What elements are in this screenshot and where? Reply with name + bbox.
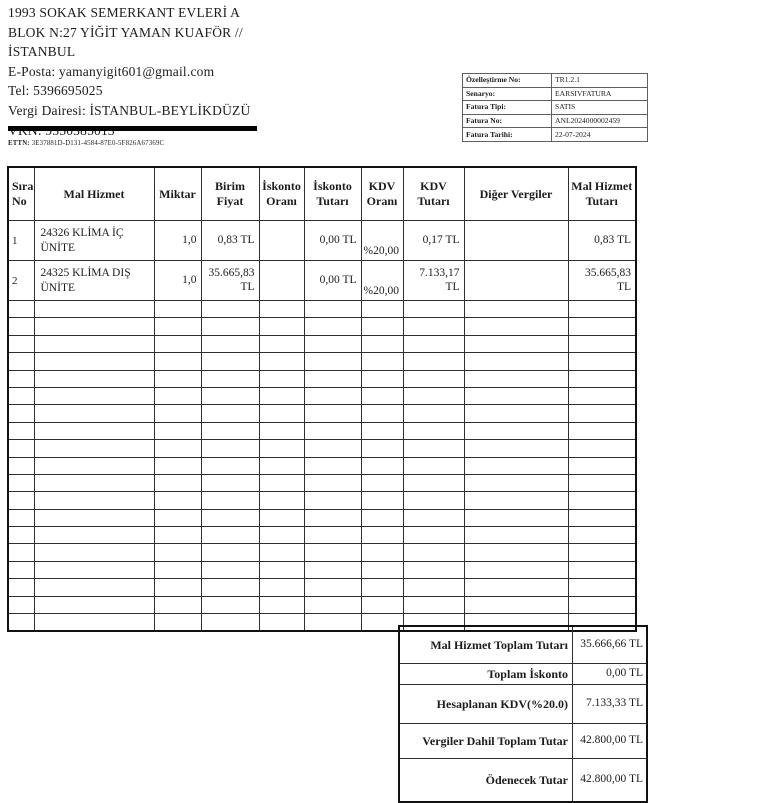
empty-cell: [259, 509, 304, 526]
empty-cell: [361, 474, 403, 491]
empty-item-row: [8, 353, 636, 370]
empty-cell: [464, 301, 568, 318]
info-label-fatura-tipi: Fatura Tipi:: [463, 101, 552, 115]
items-table: [7, 166, 637, 632]
empty-cell: [34, 544, 154, 561]
header-mal-hizmet: Mal Hizmet: [34, 167, 154, 221]
empty-item-row: [8, 492, 636, 509]
empty-cell: [361, 335, 403, 352]
total-label-hesaplanan-kdv: Hesaplanan KDV(%20.0): [399, 685, 573, 724]
empty-cell: [464, 596, 568, 613]
empty-cell: [154, 544, 201, 561]
empty-cell: [568, 474, 636, 491]
info-label-fatura-tarihi: Fatura Tarihi:: [463, 128, 552, 142]
empty-cell: [403, 353, 464, 370]
empty-cell: [361, 387, 403, 404]
header-mal-hizmet-tutari: Mal Hizmet Tutarı: [568, 167, 636, 221]
empty-cell: [403, 405, 464, 422]
separator-bar: [8, 126, 257, 131]
empty-cell: [403, 318, 464, 335]
empty-cell: [403, 492, 464, 509]
empty-cell: [201, 561, 259, 578]
info-value-fatura-tarihi: 22-07-2024: [552, 128, 648, 142]
totals-table: [398, 625, 648, 803]
empty-cell: [154, 614, 201, 632]
empty-cell: [201, 422, 259, 439]
info-label-senaryo: Senaryo:: [463, 87, 552, 101]
items-table-body: [8, 221, 636, 301]
empty-cell: [259, 405, 304, 422]
empty-cell: [568, 544, 636, 561]
empty-cell: [154, 457, 201, 474]
empty-cell: [403, 370, 464, 387]
empty-cell: [259, 335, 304, 352]
empty-cell: [154, 561, 201, 578]
empty-cell: [568, 527, 636, 544]
empty-cell: [568, 405, 636, 422]
empty-cell: [34, 527, 154, 544]
item-row-2: [8, 261, 636, 301]
empty-cell: [201, 596, 259, 613]
empty-cell: [201, 353, 259, 370]
empty-item-row: [8, 387, 636, 404]
empty-cell: [8, 457, 34, 474]
empty-cell: [8, 527, 34, 544]
empty-cell: [304, 335, 361, 352]
empty-cell: [304, 474, 361, 491]
empty-cell: [8, 301, 34, 318]
empty-cell: [154, 318, 201, 335]
empty-cell: [304, 596, 361, 613]
empty-cell: [304, 544, 361, 561]
empty-item-row: [8, 474, 636, 491]
empty-cell: [304, 492, 361, 509]
empty-cell: [201, 492, 259, 509]
empty-cell: [403, 527, 464, 544]
info-value-fatura-no: ANL2024000002459: [552, 114, 648, 128]
cell-iskonto-orani: [259, 221, 304, 261]
empty-item-row: [8, 509, 636, 526]
empty-cell: [34, 405, 154, 422]
cell-sira: 1: [8, 221, 34, 261]
empty-cell: [568, 318, 636, 335]
empty-cell: [361, 527, 403, 544]
empty-cell: [259, 561, 304, 578]
empty-cell: [464, 579, 568, 596]
empty-item-row: [8, 527, 636, 544]
empty-cell: [259, 387, 304, 404]
empty-cell: [34, 596, 154, 613]
seller-address-block: [8, 3, 308, 140]
empty-cell: [464, 457, 568, 474]
cell-birim-fiyat: 0,83 TL: [201, 221, 259, 261]
cell-kdv-tutari: 7.133,17 TL: [403, 261, 464, 301]
empty-cell: [464, 422, 568, 439]
empty-cell: [259, 474, 304, 491]
empty-cell: [568, 422, 636, 439]
empty-item-row: [8, 544, 636, 561]
invoice-info-row: [463, 101, 648, 115]
empty-cell: [304, 387, 361, 404]
empty-cell: [34, 440, 154, 457]
seller-tax-office: Vergi Dairesi: İSTANBUL-BEYLİKDÜZÜ: [8, 102, 251, 118]
seller-email: E-Posta: yamanyigit601@gmail.com: [8, 63, 215, 79]
header-iskonto-orani: İskonto Oranı: [259, 167, 304, 221]
empty-cell: [8, 405, 34, 422]
invoice-info-row: [463, 128, 648, 142]
empty-cell: [259, 492, 304, 509]
empty-cell: [34, 422, 154, 439]
empty-cell: [304, 318, 361, 335]
empty-cell: [201, 579, 259, 596]
empty-cell: [259, 579, 304, 596]
header-sira-no: Sıra No: [8, 167, 34, 221]
empty-cell: [403, 596, 464, 613]
empty-cell: [154, 527, 201, 544]
empty-cell: [259, 301, 304, 318]
empty-cell: [154, 387, 201, 404]
empty-cell: [154, 422, 201, 439]
empty-cell: [568, 335, 636, 352]
ettn-line: [8, 140, 164, 147]
empty-cell: [304, 509, 361, 526]
empty-cell: [568, 561, 636, 578]
empty-cell: [34, 614, 154, 632]
header-miktar: Miktar: [154, 167, 201, 221]
empty-cell: [464, 492, 568, 509]
empty-cell: [154, 440, 201, 457]
empty-cell: [568, 440, 636, 457]
empty-cell: [304, 405, 361, 422]
total-value-hesaplanan-kdv: 7.133,33 TL: [573, 685, 648, 724]
empty-item-row: [8, 301, 636, 318]
empty-cell: [568, 509, 636, 526]
empty-cell: [154, 492, 201, 509]
empty-cell: [154, 370, 201, 387]
cell-miktar: 1,0: [154, 261, 201, 301]
cell-mal-hizmet: 24325 KLİMA DIŞ ÜNİTE: [34, 261, 154, 301]
empty-cell: [361, 301, 403, 318]
empty-cell: [361, 440, 403, 457]
empty-cell: [201, 614, 259, 632]
info-label-ozellestirme-no: Özelleştirme No:: [463, 74, 552, 88]
cell-kdv-tutari: 0,17 TL: [403, 221, 464, 261]
empty-cell: [304, 353, 361, 370]
empty-cell: [361, 614, 403, 632]
cell-kdv-orani: %20,00: [361, 221, 403, 261]
empty-cell: [361, 561, 403, 578]
empty-cell: [154, 474, 201, 491]
empty-cell: [361, 353, 403, 370]
empty-cell: [403, 509, 464, 526]
invoice-info-row: [463, 87, 648, 101]
empty-cell: [154, 353, 201, 370]
empty-cell: [361, 509, 403, 526]
empty-cell: [201, 527, 259, 544]
empty-cell: [259, 596, 304, 613]
empty-cell: [201, 301, 259, 318]
empty-cell: [8, 492, 34, 509]
total-value-vergiler-dahil-toplam: 42.800,00 TL: [573, 724, 648, 759]
empty-cell: [464, 353, 568, 370]
cell-mal-hizmet: 24326 KLİMA İÇ ÜNİTE: [34, 221, 154, 261]
empty-cell: [34, 492, 154, 509]
empty-cell: [34, 579, 154, 596]
empty-cell: [403, 457, 464, 474]
empty-cell: [403, 474, 464, 491]
totals-row: [399, 664, 647, 685]
empty-cell: [34, 318, 154, 335]
empty-cell: [304, 614, 361, 632]
empty-cell: [464, 527, 568, 544]
total-label-odenecek-tutar: Ödenecek Tutar: [399, 759, 573, 803]
header-kdv-orani: KDV Oranı: [361, 167, 403, 221]
totals-row: [399, 626, 647, 664]
cell-iskonto-tutari: 0,00 TL: [304, 261, 361, 301]
empty-cell: [201, 509, 259, 526]
empty-cell: [34, 474, 154, 491]
empty-cell: [259, 422, 304, 439]
empty-cell: [8, 579, 34, 596]
empty-cell: [304, 579, 361, 596]
empty-cell: [304, 561, 361, 578]
empty-cell: [201, 335, 259, 352]
empty-cell: [304, 370, 361, 387]
empty-cell: [201, 474, 259, 491]
empty-cell: [259, 440, 304, 457]
seller-phone: Tel: 5396695025: [8, 83, 103, 99]
empty-item-row: [8, 370, 636, 387]
empty-cell: [201, 405, 259, 422]
empty-cell: [361, 318, 403, 335]
empty-cell: [8, 544, 34, 561]
empty-cell: [464, 474, 568, 491]
empty-cell: [403, 335, 464, 352]
empty-cell: [154, 579, 201, 596]
empty-cell: [8, 474, 34, 491]
empty-cell: [259, 318, 304, 335]
cell-kdv-orani: %20,00: [361, 261, 403, 301]
empty-cell: [259, 614, 304, 632]
empty-cell: [8, 335, 34, 352]
empty-cell: [201, 544, 259, 561]
empty-cell: [568, 457, 636, 474]
total-label-mal-hizmet-toplam: Mal Hizmet Toplam Tutarı: [399, 626, 573, 664]
total-value-mal-hizmet-toplam: 35.666,66 TL: [573, 626, 648, 664]
empty-cell: [464, 509, 568, 526]
total-label-vergiler-dahil-toplam: Vergiler Dahil Toplam Tutar: [399, 724, 573, 759]
totals-row: [399, 759, 647, 803]
empty-cell: [403, 301, 464, 318]
cell-mal-hizmet-tutari: 35.665,83 TL: [568, 261, 636, 301]
empty-cell: [154, 301, 201, 318]
empty-cell: [34, 509, 154, 526]
empty-cell: [568, 387, 636, 404]
empty-cell: [403, 422, 464, 439]
header-birim-fiyat: Birim Fiyat: [201, 167, 259, 221]
empty-cell: [403, 387, 464, 404]
empty-cell: [361, 596, 403, 613]
empty-cell: [568, 353, 636, 370]
ettn-value: 3E37881D-D131-4584-87E0-5F826A67369C: [31, 140, 165, 147]
invoice-info-row: [463, 114, 648, 128]
invoice-info-row: [463, 74, 648, 88]
empty-cell: [34, 387, 154, 404]
empty-cell: [34, 335, 154, 352]
empty-cell: [361, 370, 403, 387]
info-value-fatura-tipi: SATIS: [552, 101, 648, 115]
empty-cell: [361, 544, 403, 561]
empty-cell: [568, 492, 636, 509]
empty-cell: [201, 318, 259, 335]
empty-cell: [259, 370, 304, 387]
items-table-empty-rows: [8, 301, 636, 632]
header-iskonto-tutari: İskonto Tutarı: [304, 167, 361, 221]
empty-cell: [464, 405, 568, 422]
empty-cell: [403, 544, 464, 561]
empty-cell: [154, 596, 201, 613]
empty-cell: [361, 457, 403, 474]
empty-cell: [403, 579, 464, 596]
empty-cell: [201, 457, 259, 474]
header-diger-vergiler: Diğer Vergiler: [464, 167, 568, 221]
cell-sira: 2: [8, 261, 34, 301]
total-value-odenecek-tutar: 42.800,00 TL: [573, 759, 648, 803]
cell-diger-vergiler: [464, 221, 568, 261]
items-header-row: [8, 167, 636, 221]
item-row-1: [8, 221, 636, 261]
empty-cell: [8, 318, 34, 335]
total-label-toplam-iskonto: Toplam İskonto: [399, 664, 573, 685]
empty-item-row: [8, 422, 636, 439]
empty-cell: [8, 422, 34, 439]
empty-cell: [8, 509, 34, 526]
empty-cell: [8, 353, 34, 370]
empty-item-row: [8, 579, 636, 596]
empty-cell: [8, 440, 34, 457]
empty-cell: [464, 318, 568, 335]
empty-cell: [8, 387, 34, 404]
empty-cell: [568, 579, 636, 596]
empty-cell: [259, 527, 304, 544]
empty-cell: [361, 579, 403, 596]
empty-cell: [464, 561, 568, 578]
empty-cell: [304, 440, 361, 457]
totals-row: [399, 724, 647, 759]
empty-cell: [464, 370, 568, 387]
empty-cell: [304, 527, 361, 544]
empty-cell: [464, 387, 568, 404]
empty-item-row: [8, 405, 636, 422]
info-value-ozellestirme-no: TR1.2.1: [552, 74, 648, 88]
ettn-label: ETTN:: [8, 140, 30, 147]
empty-item-row: [8, 596, 636, 613]
cell-diger-vergiler: [464, 261, 568, 301]
info-value-senaryo: EARSIVFATURA: [552, 87, 648, 101]
empty-cell: [464, 544, 568, 561]
cell-iskonto-tutari: 0,00 TL: [304, 221, 361, 261]
empty-item-row: [8, 440, 636, 457]
empty-cell: [34, 301, 154, 318]
empty-cell: [201, 370, 259, 387]
empty-cell: [304, 422, 361, 439]
seller-address-line-3: İSTANBUL: [8, 44, 76, 60]
empty-cell: [259, 353, 304, 370]
empty-cell: [464, 440, 568, 457]
empty-cell: [8, 614, 34, 632]
empty-cell: [568, 596, 636, 613]
empty-item-row: [8, 335, 636, 352]
empty-cell: [568, 301, 636, 318]
empty-cell: [8, 596, 34, 613]
cell-miktar: 1,0: [154, 221, 201, 261]
totals-row: [399, 685, 647, 724]
seller-address-line-2: BLOK N:27 YİĞİT YAMAN KUAFÖR //: [8, 24, 243, 40]
empty-cell: [259, 544, 304, 561]
empty-cell: [361, 492, 403, 509]
empty-cell: [304, 301, 361, 318]
cell-iskonto-orani: [259, 261, 304, 301]
empty-cell: [34, 353, 154, 370]
empty-cell: [259, 457, 304, 474]
empty-cell: [361, 422, 403, 439]
empty-cell: [8, 561, 34, 578]
empty-cell: [8, 370, 34, 387]
empty-item-row: [8, 318, 636, 335]
info-label-fatura-no: Fatura No:: [463, 114, 552, 128]
total-value-toplam-iskonto: 0,00 TL: [573, 664, 648, 685]
invoice-info-table: [462, 73, 648, 142]
empty-cell: [154, 335, 201, 352]
empty-cell: [154, 405, 201, 422]
seller-address-line-1: 1993 SOKAK SEMERKANT EVLERİ A: [8, 5, 241, 20]
empty-cell: [568, 370, 636, 387]
cell-mal-hizmet-tutari: 0,83 TL: [568, 221, 636, 261]
empty-cell: [154, 509, 201, 526]
empty-item-row: [8, 457, 636, 474]
empty-cell: [464, 335, 568, 352]
empty-cell: [201, 387, 259, 404]
empty-cell: [34, 457, 154, 474]
empty-cell: [403, 561, 464, 578]
empty-cell: [201, 440, 259, 457]
empty-cell: [361, 405, 403, 422]
header-kdv-tutari: KDV Tutarı: [403, 167, 464, 221]
empty-cell: [304, 457, 361, 474]
cell-birim-fiyat: 35.665,83 TL: [201, 261, 259, 301]
empty-cell: [403, 440, 464, 457]
empty-cell: [34, 561, 154, 578]
empty-cell: [34, 370, 154, 387]
empty-item-row: [8, 561, 636, 578]
